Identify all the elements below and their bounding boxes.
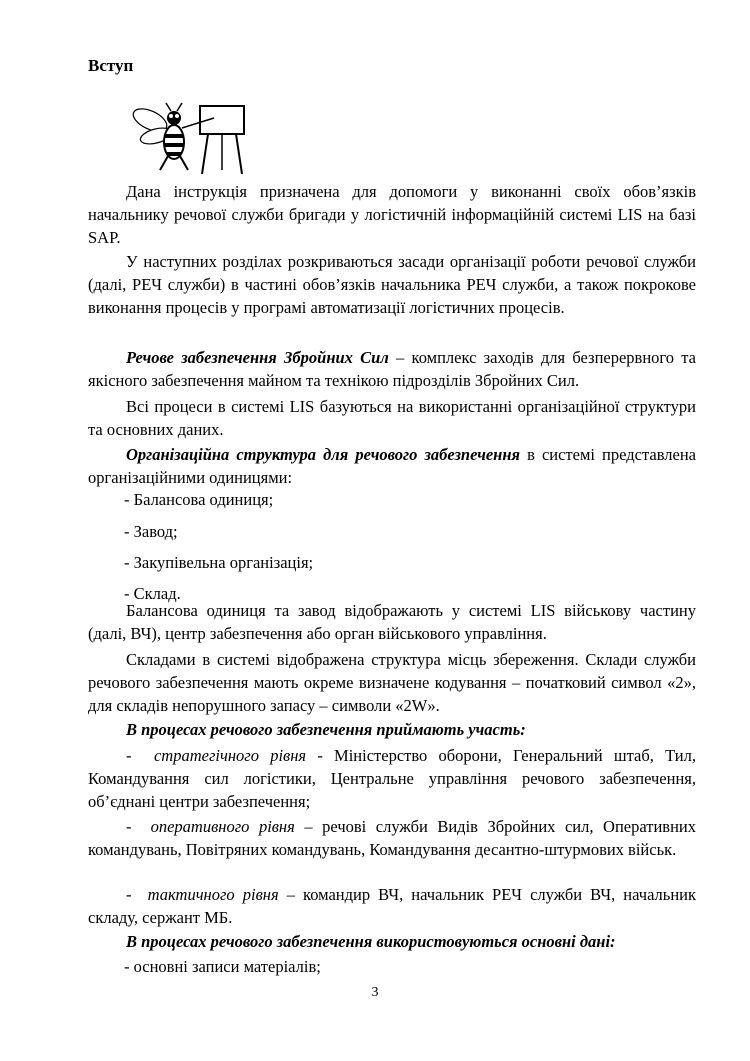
section-heading: Вступ [88, 56, 134, 75]
org-structure-paragraph [88, 443, 696, 489]
org-unit-item: - Склад. [124, 584, 181, 603]
intro-paragraph-1: Дана інструкція призначена для допомоги у виконанні своїх обов’язків начальнику речової служби бригади у логістичній інформаційній системі LIS на базі SAP. [88, 182, 696, 247]
definition-paragraph [88, 346, 696, 392]
page-number: 3 [371, 985, 379, 1000]
definition-text: – комплекс заходів для безперервного та якісного забезпечення майном та технікою підрозділів Збройних Сил. [88, 348, 696, 390]
warehouses-paragraph: Складами в системі відображена структура місць збереження. Склади служби речового забезпечення мають окреме визначене кодування – початковий символ «2», для складів непорушного запасу – символи «2W». [88, 650, 696, 715]
org-unit-item: - Балансова одиниця; [124, 490, 274, 509]
org-structure-text: в системі представлена організаційними одиницями: [88, 445, 696, 487]
org-unit-item: - Завод; [124, 522, 178, 541]
lis-basis-paragraph: Всі процеси в системі LIS базуються на використанні організаційної структури та основних даних. [88, 397, 696, 439]
tactical-level-text: – командир ВЧ, начальник РЕЧ служби ВЧ, начальник складу, сержант МБ. [88, 885, 696, 927]
org-structure-term: Організаційна структура для речового забезпечення [126, 445, 520, 464]
intro-paragraph-2: У наступних розділах розкриваються засади організації роботи речової служби (далі, РЕЧ служби) в частині обов’язків начальника РЕЧ служби, а також покрокове виконання процесів у програмі автоматизації логістичних процесів. [88, 252, 696, 317]
operational-level-term: оперативного рівня [150, 817, 295, 836]
balance-unit-paragraph: Балансова одиниця та завод відображають у системі LIS військову частину (далі, ВЧ), центр забезпечення або орган військового управління. [88, 601, 696, 643]
operational-level-paragraph: - оперативного рівня – речові служби Видів Збройних сил, Оперативних командувань, Повітряних командувань, Командування десантно-штурмових військ. [88, 817, 696, 859]
bee-with-easel-illustration [130, 98, 250, 176]
master-data-item: - основні записи матеріалів; [124, 957, 321, 976]
strategic-level-term: стратегічного рівня [153, 746, 307, 765]
strategic-level-text: - Міністерство оборони, Генеральний штаб, Тил, Командування сил логістики, Центральне управління речового забезпечення, об’єднані центри забезпечення; [88, 746, 696, 811]
tactical-level-paragraph: - тактичного рівня – командир ВЧ, начальник РЕЧ служби ВЧ, начальник складу, сержант МБ. [88, 885, 696, 927]
master-data-heading: В процесах речового забезпечення використовуються основні дані: [126, 932, 616, 951]
operational-level-text: – речові служби Видів Збройних сил, Оперативних командувань, Повітряних командувань, Командування десантно-штурмових військ. [88, 817, 696, 859]
definition-term: Речове забезпечення Збройних Сил [126, 348, 389, 367]
tactical-level-term: тактичного рівня [147, 885, 279, 904]
participants-heading: В процесах речового забезпечення приймають участь: [126, 720, 526, 739]
org-unit-item: - Закупівельна організація; [124, 553, 314, 572]
strategic-level-paragraph: - стратегічного рівня - Міністерство оборони, Генеральний штаб, Тил, Командування сил логістики, Центральне управління речового забезпечення, об’єднані центри забезпечення; [88, 746, 696, 811]
